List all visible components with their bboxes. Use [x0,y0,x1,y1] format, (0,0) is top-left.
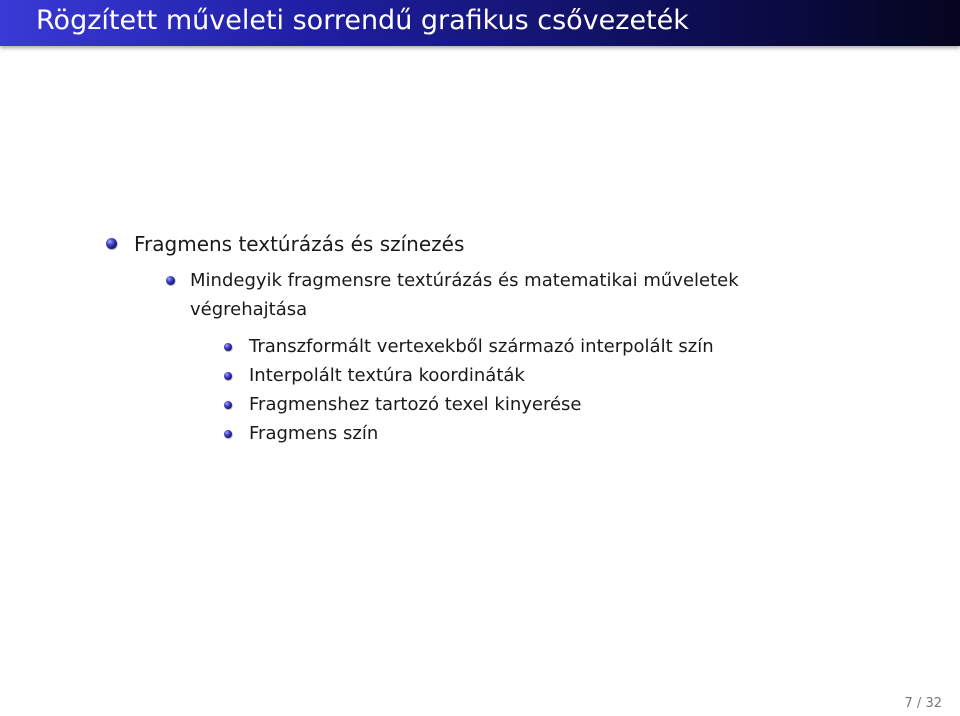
list-item-level2-line2: végrehajtása [190,299,308,320]
title-bar [0,0,960,46]
list-item-level2-line1: Mindegyik fragmensre textúrázás és matematikai műveletek [190,270,739,291]
bullet-ball-icon [224,372,232,380]
list-item-level3: Interpolált textúra koordináták [249,365,525,386]
bullet-ball-icon [166,276,175,285]
list-item-level3: Transzformált vertexekből származó interpolált szín [249,336,714,357]
page-number: 7 / 32 [904,696,942,711]
bullet-ball-icon [224,430,232,438]
bullet-ball-icon [224,343,232,351]
slide-title: Rögzített műveleti sorrendű grafikus csővezeték [36,5,689,36]
list-item-level1: Fragmens textúrázás és színezés [134,232,465,256]
bullet-ball-icon [224,401,232,409]
list-item-level3: Fragmens szín [249,423,379,444]
list-item-level3: Fragmenshez tartozó texel kinyerése [249,394,582,415]
bullet-ball-icon [106,238,117,249]
